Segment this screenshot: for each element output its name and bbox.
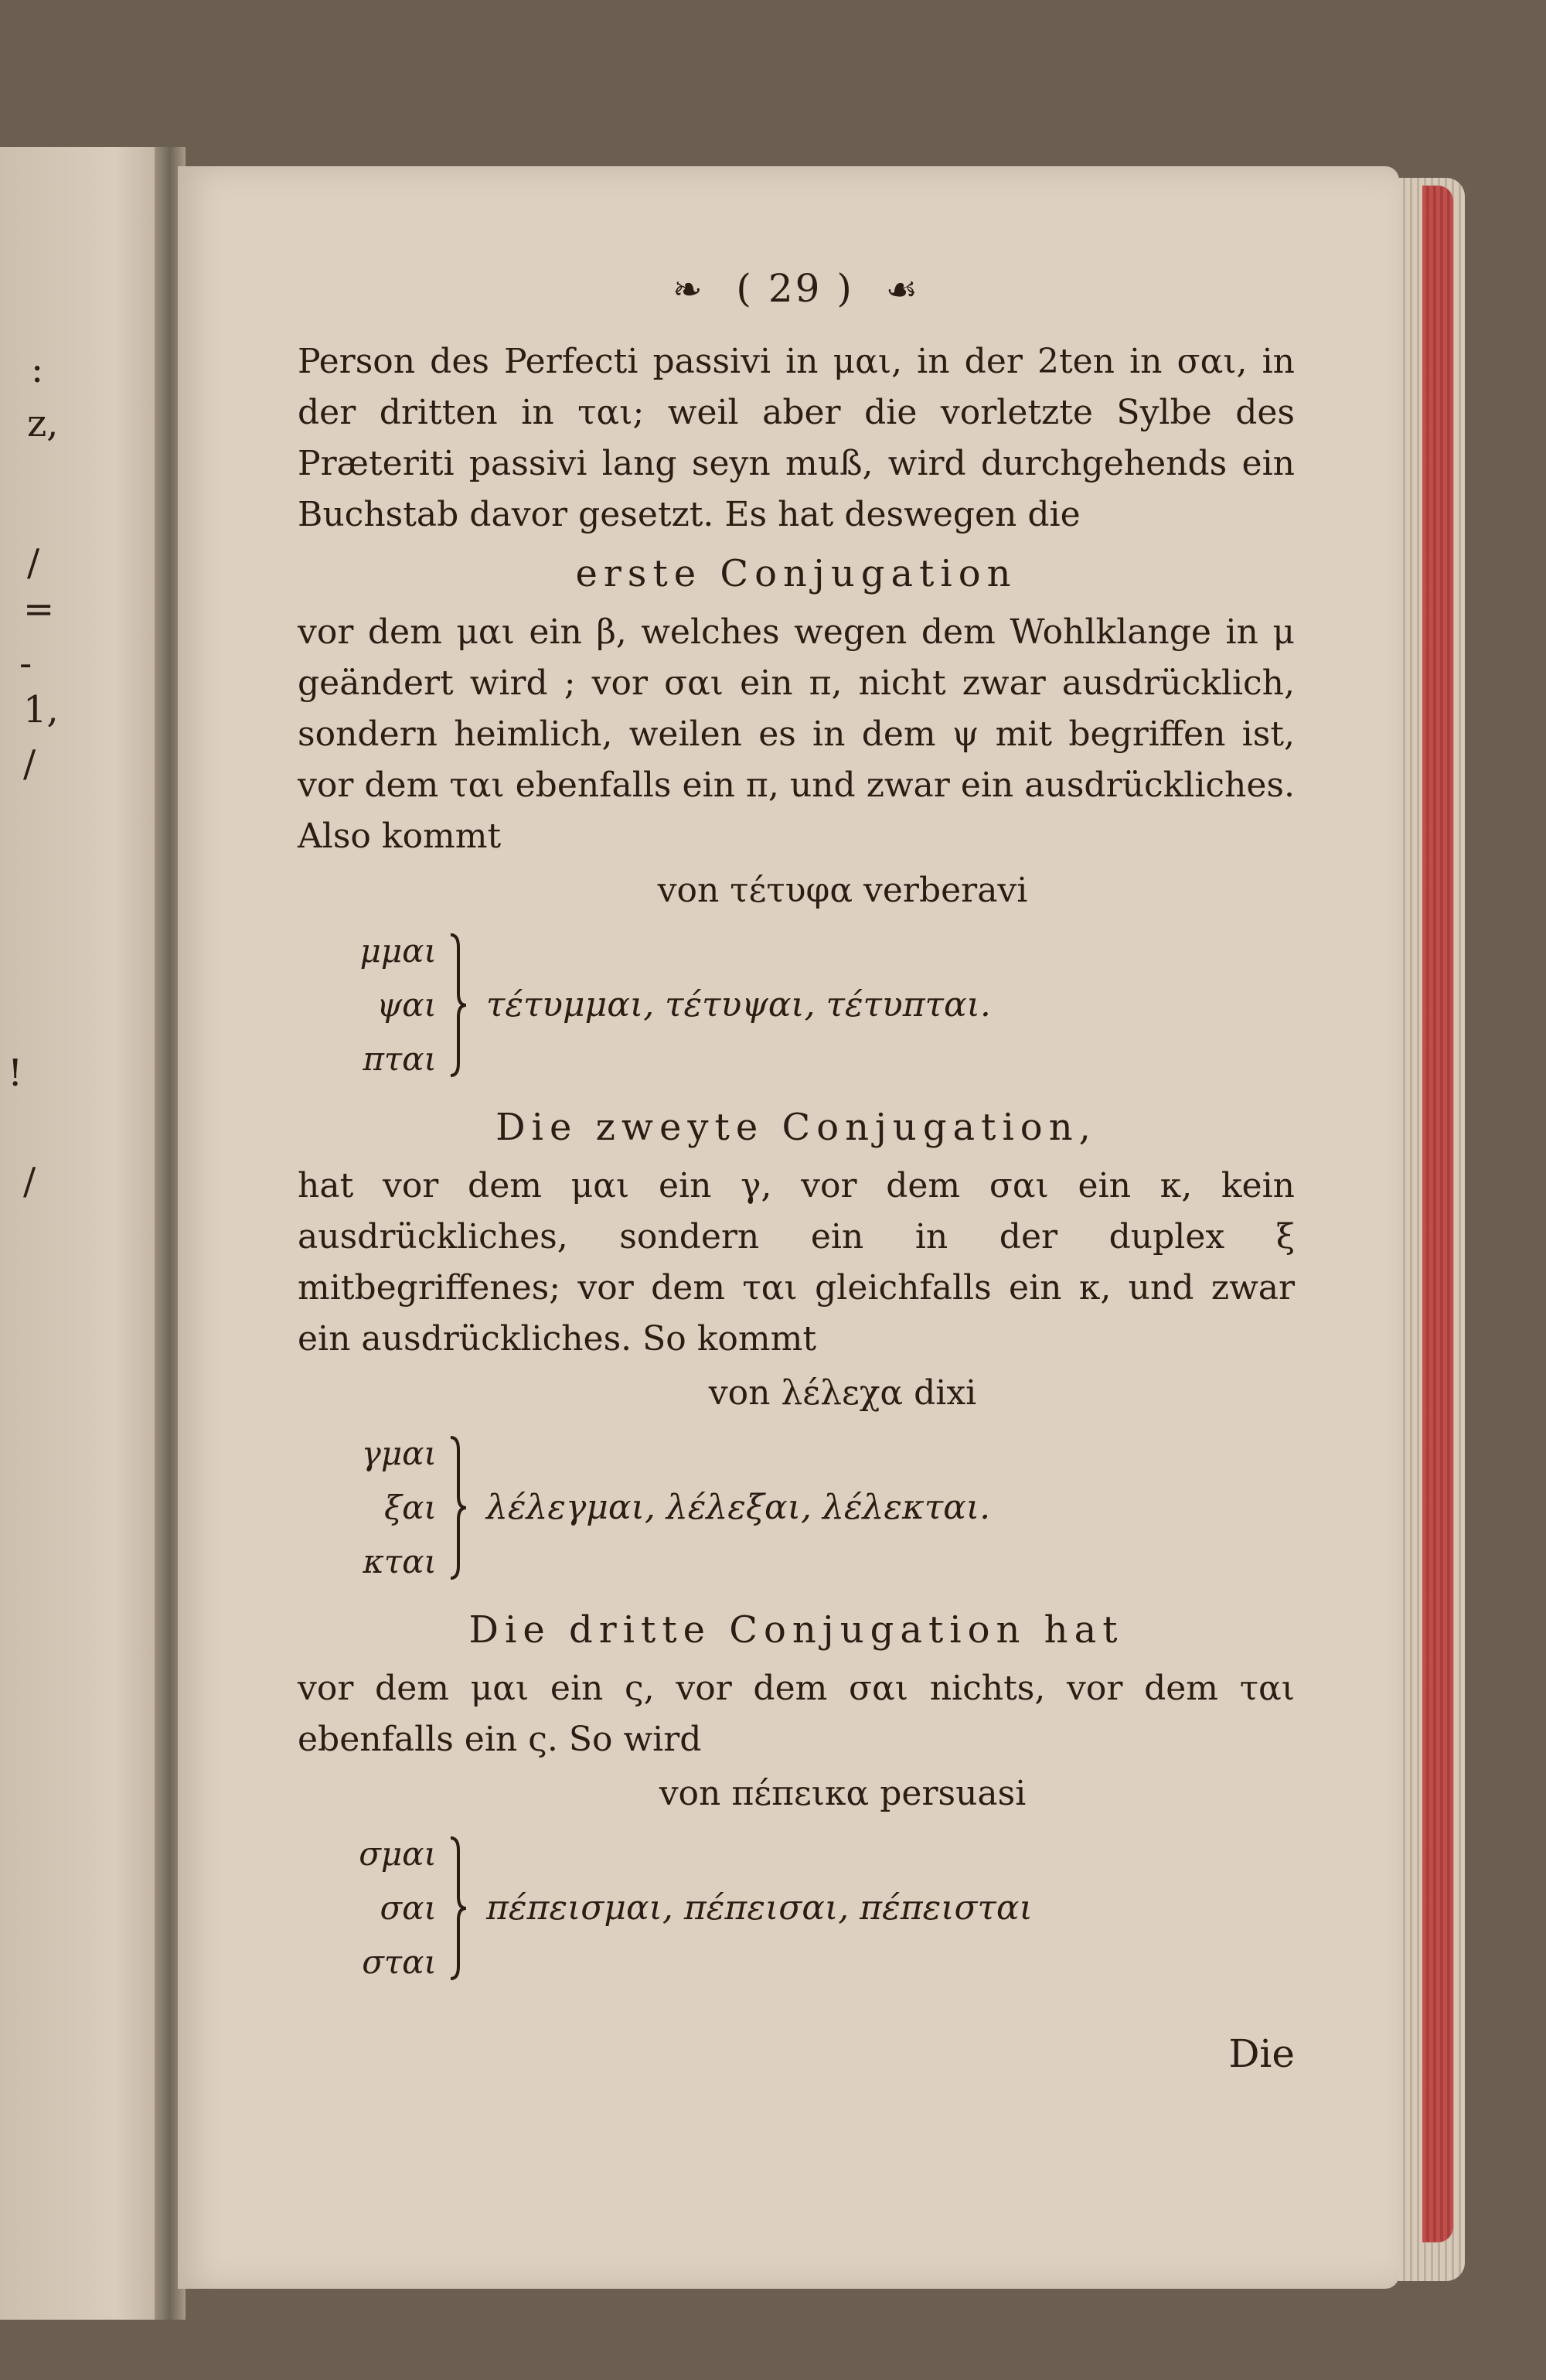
paragraph-3: hat vor dem μαι ein γ, vor dem σαι ein κ, kein ausdrückliches, sondern ein in der duplex ξ mitbegriffenes; vor dem ται gleichfalls ein κ, und zwar ein ausdrückliches. So kommt	[298, 1166, 1295, 1359]
left-mark: !	[8, 1052, 23, 1095]
curly-brace-icon	[448, 1434, 468, 1581]
ending: κται	[363, 1543, 437, 1580]
paragraph-1: Person des Perfecti passivi in μαι, in der 2ten in σαι, in der dritten in ται; weil aber die vorletzte Sylbe des Præteriti passivi lang seyn muß, wird durchgehends ein Buchstab davor gesetzt. Es hat deswegen die	[298, 342, 1295, 534]
page-number: ( 29 )	[736, 266, 854, 311]
example-verb-2: von λέλεχα dixi	[708, 1373, 977, 1413]
ornament-right-icon: ☙	[885, 268, 921, 310]
left-mark: :	[31, 348, 44, 391]
example-verb-1: von τέτυφα verberavi	[657, 871, 1028, 910]
left-mark: z,	[27, 402, 59, 445]
left-mark: /	[23, 742, 36, 786]
page-header	[298, 263, 1295, 315]
curly-brace-icon	[448, 932, 468, 1079]
ending: μμαι	[359, 932, 437, 970]
conjugation-table-3	[344, 1827, 1295, 1990]
paragraph-2: vor dem μαι ein β, welches wegen dem Wohlklange in μ geändert wird ; vor σαι ein π, nicht zwar ausdrücklich, sondern heimlich, weilen es in dem ψ mit begriffen ist, vor dem ται ebenfalls ein π, und zwar ein ausdrückliches. Also kommt	[298, 612, 1295, 856]
example-verb-3: von πέπεικα persuasi	[659, 1774, 1027, 1813]
ending: ψαι	[376, 986, 437, 1024]
left-mark: /	[27, 541, 40, 585]
heading-third-conjugation: Die dritte Conjugation hat	[468, 1608, 1124, 1652]
ending: σται	[362, 1943, 437, 1981]
heading-first-conjugation: erste Conjugation	[575, 552, 1017, 595]
red-page-edge	[1422, 186, 1453, 2242]
page-content	[298, 263, 1295, 2079]
conjugated-forms: λέλεγμαι, λέλεξαι, λέλεκται.	[486, 1488, 991, 1527]
paragraph-4: vor dem μαι ein ς, vor dem σαι nichts, vor dem ται ebenfalls ein ς. So wird	[298, 1669, 1295, 1759]
heading-second-conjugation: Die zweyte Conjugation,	[495, 1106, 1097, 1149]
left-mark: -	[19, 642, 32, 685]
curly-brace-icon	[448, 1835, 468, 1982]
left-page	[0, 147, 166, 2320]
conjugation-table-2	[344, 1427, 1295, 1589]
conjugation-table-1	[344, 924, 1295, 1086]
ending: σαι	[380, 1889, 437, 1927]
left-mark: 1,	[23, 688, 59, 731]
left-mark: =	[23, 588, 55, 631]
conjugated-forms: τέτυμμαι, τέτυψαι, τέτυπται.	[486, 985, 991, 1025]
catchword: Die	[1228, 2031, 1295, 2076]
endings-column	[344, 924, 437, 1086]
endings-column	[344, 1427, 437, 1589]
ending: σμαι	[359, 1835, 437, 1873]
left-mark: /	[23, 1160, 36, 1203]
conjugated-forms: πέπεισμαι, πέπεισαι, πέπεισται	[486, 1888, 1033, 1928]
ending: ξαι	[384, 1488, 437, 1526]
ornament-left-icon: ❧	[672, 268, 705, 310]
ending: γμαι	[361, 1434, 437, 1472]
endings-column	[344, 1827, 437, 1990]
ending: πται	[363, 1040, 437, 1078]
